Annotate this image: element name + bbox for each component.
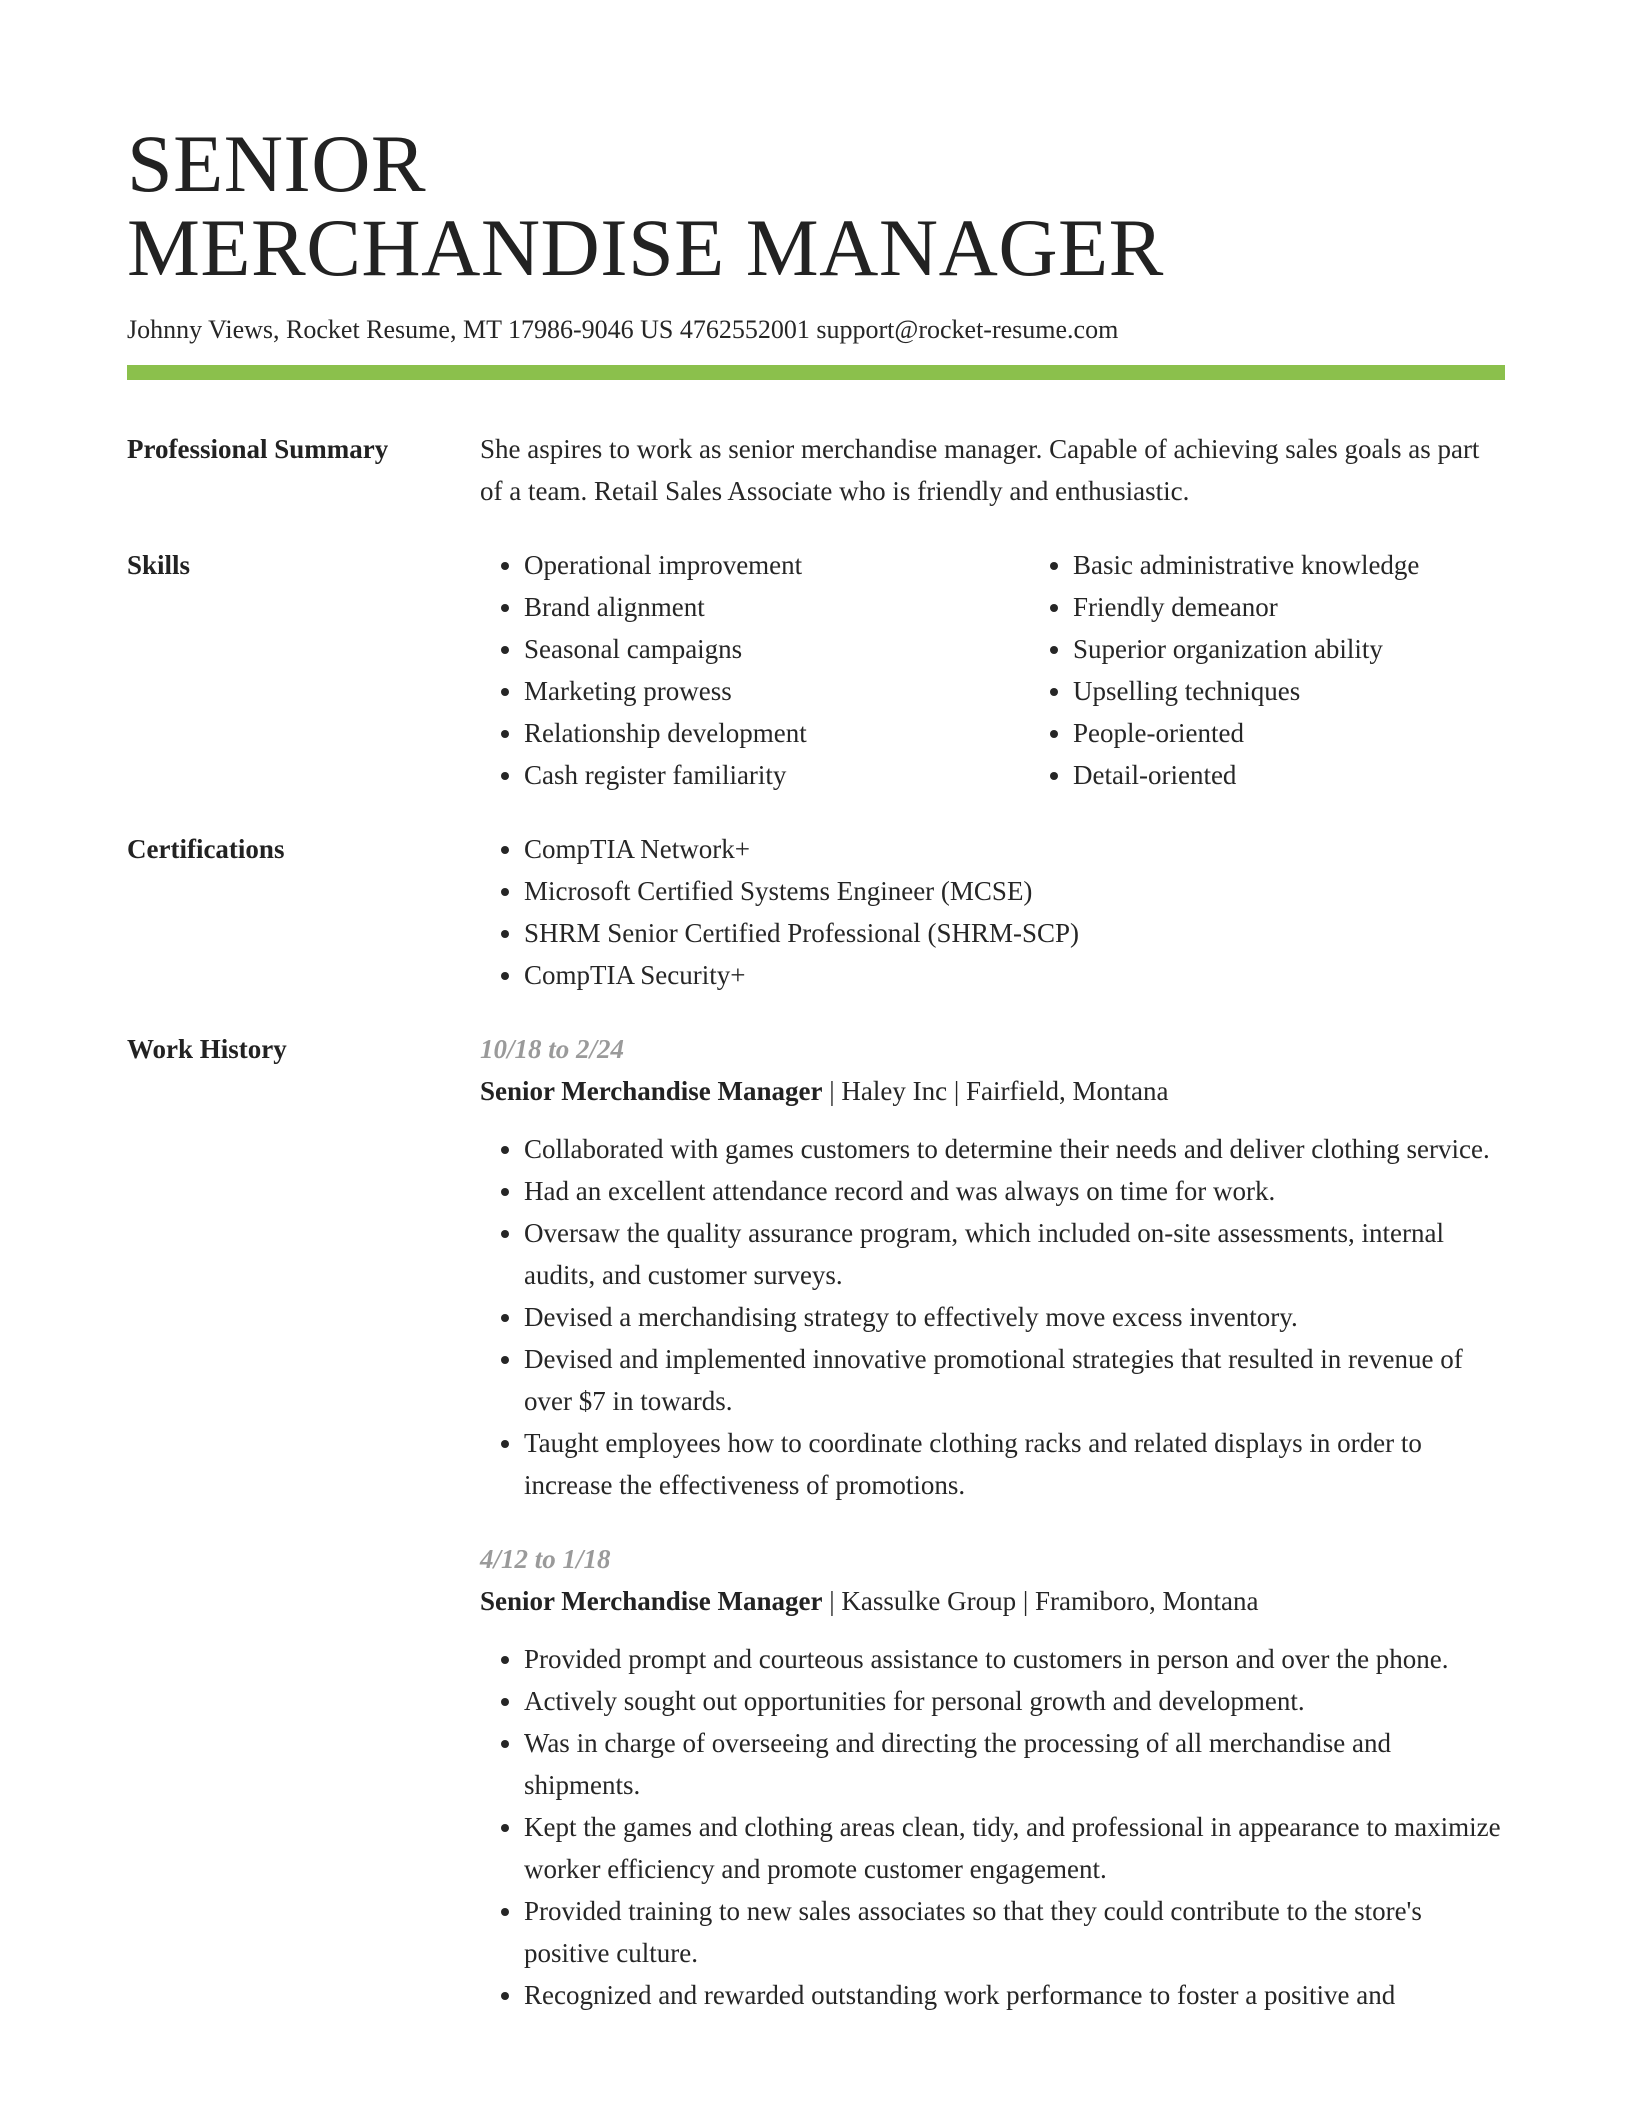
skill-item: • Brand alignment: [524, 586, 1029, 628]
work-history-body: [480, 1028, 1505, 2016]
skills-column-1: [480, 544, 1029, 796]
work-history-section: [127, 1028, 1505, 2016]
job-bullet: • Was in charge of overseeing and directing the processing of all merchandise and shipments.: [524, 1722, 1505, 1806]
contact-email: support@rocket-resume.com: [816, 315, 1119, 344]
job-details: | Haley Inc | Fairfield, Montana: [822, 1076, 1169, 1106]
certifications-body: [480, 828, 1505, 996]
certification-item: • Microsoft Certified Systems Engineer (MCSE): [524, 870, 1505, 912]
job-bullet: • Provided prompt and courteous assistance to customers in person and over the phone.: [524, 1638, 1505, 1680]
job-bullet: • Had an excellent attendance record and was always on time for work.: [524, 1170, 1505, 1212]
accent-divider: [127, 365, 1505, 380]
job-role: Senior Merchandise Manager: [480, 1076, 823, 1106]
skill-item: • Operational improvement: [524, 544, 1029, 586]
resume-page: [127, 118, 1505, 2016]
skill-item: • Superior organization ability: [1073, 628, 1419, 670]
job-role: Senior Merchandise Manager: [480, 1586, 823, 1616]
job-bullet: • Kept the games and clothing areas clean, tidy, and professional in appearance to maximize worker efficiency and promote customer engagement.: [524, 1806, 1505, 1890]
job-bullet: • Taught employees how to coordinate clothing racks and related displays in order to increase the effectiveness of promotions.: [524, 1422, 1505, 1506]
skill-item: • Seasonal campaigns: [524, 628, 1029, 670]
skill-item: • Friendly demeanor: [1073, 586, 1419, 628]
job-heading: [480, 1070, 1505, 1112]
skill-item: • Upselling techniques: [1073, 670, 1419, 712]
contact-state-zip: MT 17986-9046: [462, 315, 634, 344]
contact-company: Rocket Resume,: [286, 315, 457, 344]
resume-title: [127, 118, 1505, 293]
title-line-2: MERCHANDISE MANAGER: [127, 202, 1164, 293]
job-bullet: • Devised and implemented innovative promotional strategies that resulted in revenue of over $7 in towards.: [524, 1338, 1505, 1422]
summary-text: She aspires to work as senior merchandise manager. Capable of achieving sales goals as part of a team. Retail Sales Associate who is friendly and enthusiastic.: [480, 434, 1480, 506]
job-entry: [480, 1028, 1505, 1506]
skill-item: • Relationship development: [524, 712, 1029, 754]
job-bullet: • Actively sought out opportunities for personal growth and development.: [524, 1680, 1505, 1722]
contact-name: Johnny Views,: [127, 315, 280, 344]
skill-item: • People-oriented: [1073, 712, 1419, 754]
summary-heading: Professional Summary: [127, 434, 389, 464]
job-bullet: • Recognized and rewarded outstanding work performance to foster a positive and: [524, 1974, 1505, 2016]
job-bullets: [480, 1638, 1505, 2016]
skill-item: • Cash register familiarity: [524, 754, 1029, 796]
certifications-heading: Certifications: [127, 834, 285, 864]
skills-heading: Skills: [127, 550, 191, 580]
job-bullet: • Provided training to new sales associates so that they could contribute to the store's positive culture.: [524, 1890, 1505, 1974]
job-heading: [480, 1580, 1505, 1622]
contact-line: [127, 313, 1505, 347]
job-bullet: • Collaborated with games customers to determine their needs and deliver clothing service.: [524, 1128, 1505, 1170]
job-dates: 10/18 to 2/24: [480, 1034, 625, 1064]
certification-item: • SHRM Senior Certified Professional (SHRM-SCP): [524, 912, 1505, 954]
skill-item: • Detail-oriented: [1073, 754, 1419, 796]
work-history-heading: Work History: [127, 1034, 287, 1064]
job-details: | Kassulke Group | Framiboro, Montana: [822, 1586, 1259, 1616]
skills-column-2: [1029, 544, 1419, 796]
title-line-1: SENIOR: [127, 118, 427, 209]
job-entry: [480, 1538, 1505, 2016]
skills-section: [127, 544, 1505, 796]
skill-item: • Basic administrative knowledge: [1073, 544, 1419, 586]
skills-columns: [480, 544, 1505, 796]
certifications-list: [480, 828, 1505, 996]
certification-item: • CompTIA Network+: [524, 828, 1505, 870]
job-bullet: • Oversaw the quality assurance program, which included on-site assessments, internal audits, and customer surveys.: [524, 1212, 1505, 1296]
job-bullet: • Devised a merchandising strategy to effectively move excess inventory.: [524, 1296, 1505, 1338]
contact-country: US: [640, 315, 674, 344]
job-dates: 4/12 to 1/18: [480, 1544, 611, 1574]
job-bullets: [480, 1128, 1505, 1506]
certification-item: • CompTIA Security+: [524, 954, 1505, 996]
contact-phone: 4762552001: [679, 315, 810, 344]
skill-item: • Marketing prowess: [524, 670, 1029, 712]
summary-section: [127, 428, 1505, 512]
certifications-section: [127, 828, 1505, 996]
